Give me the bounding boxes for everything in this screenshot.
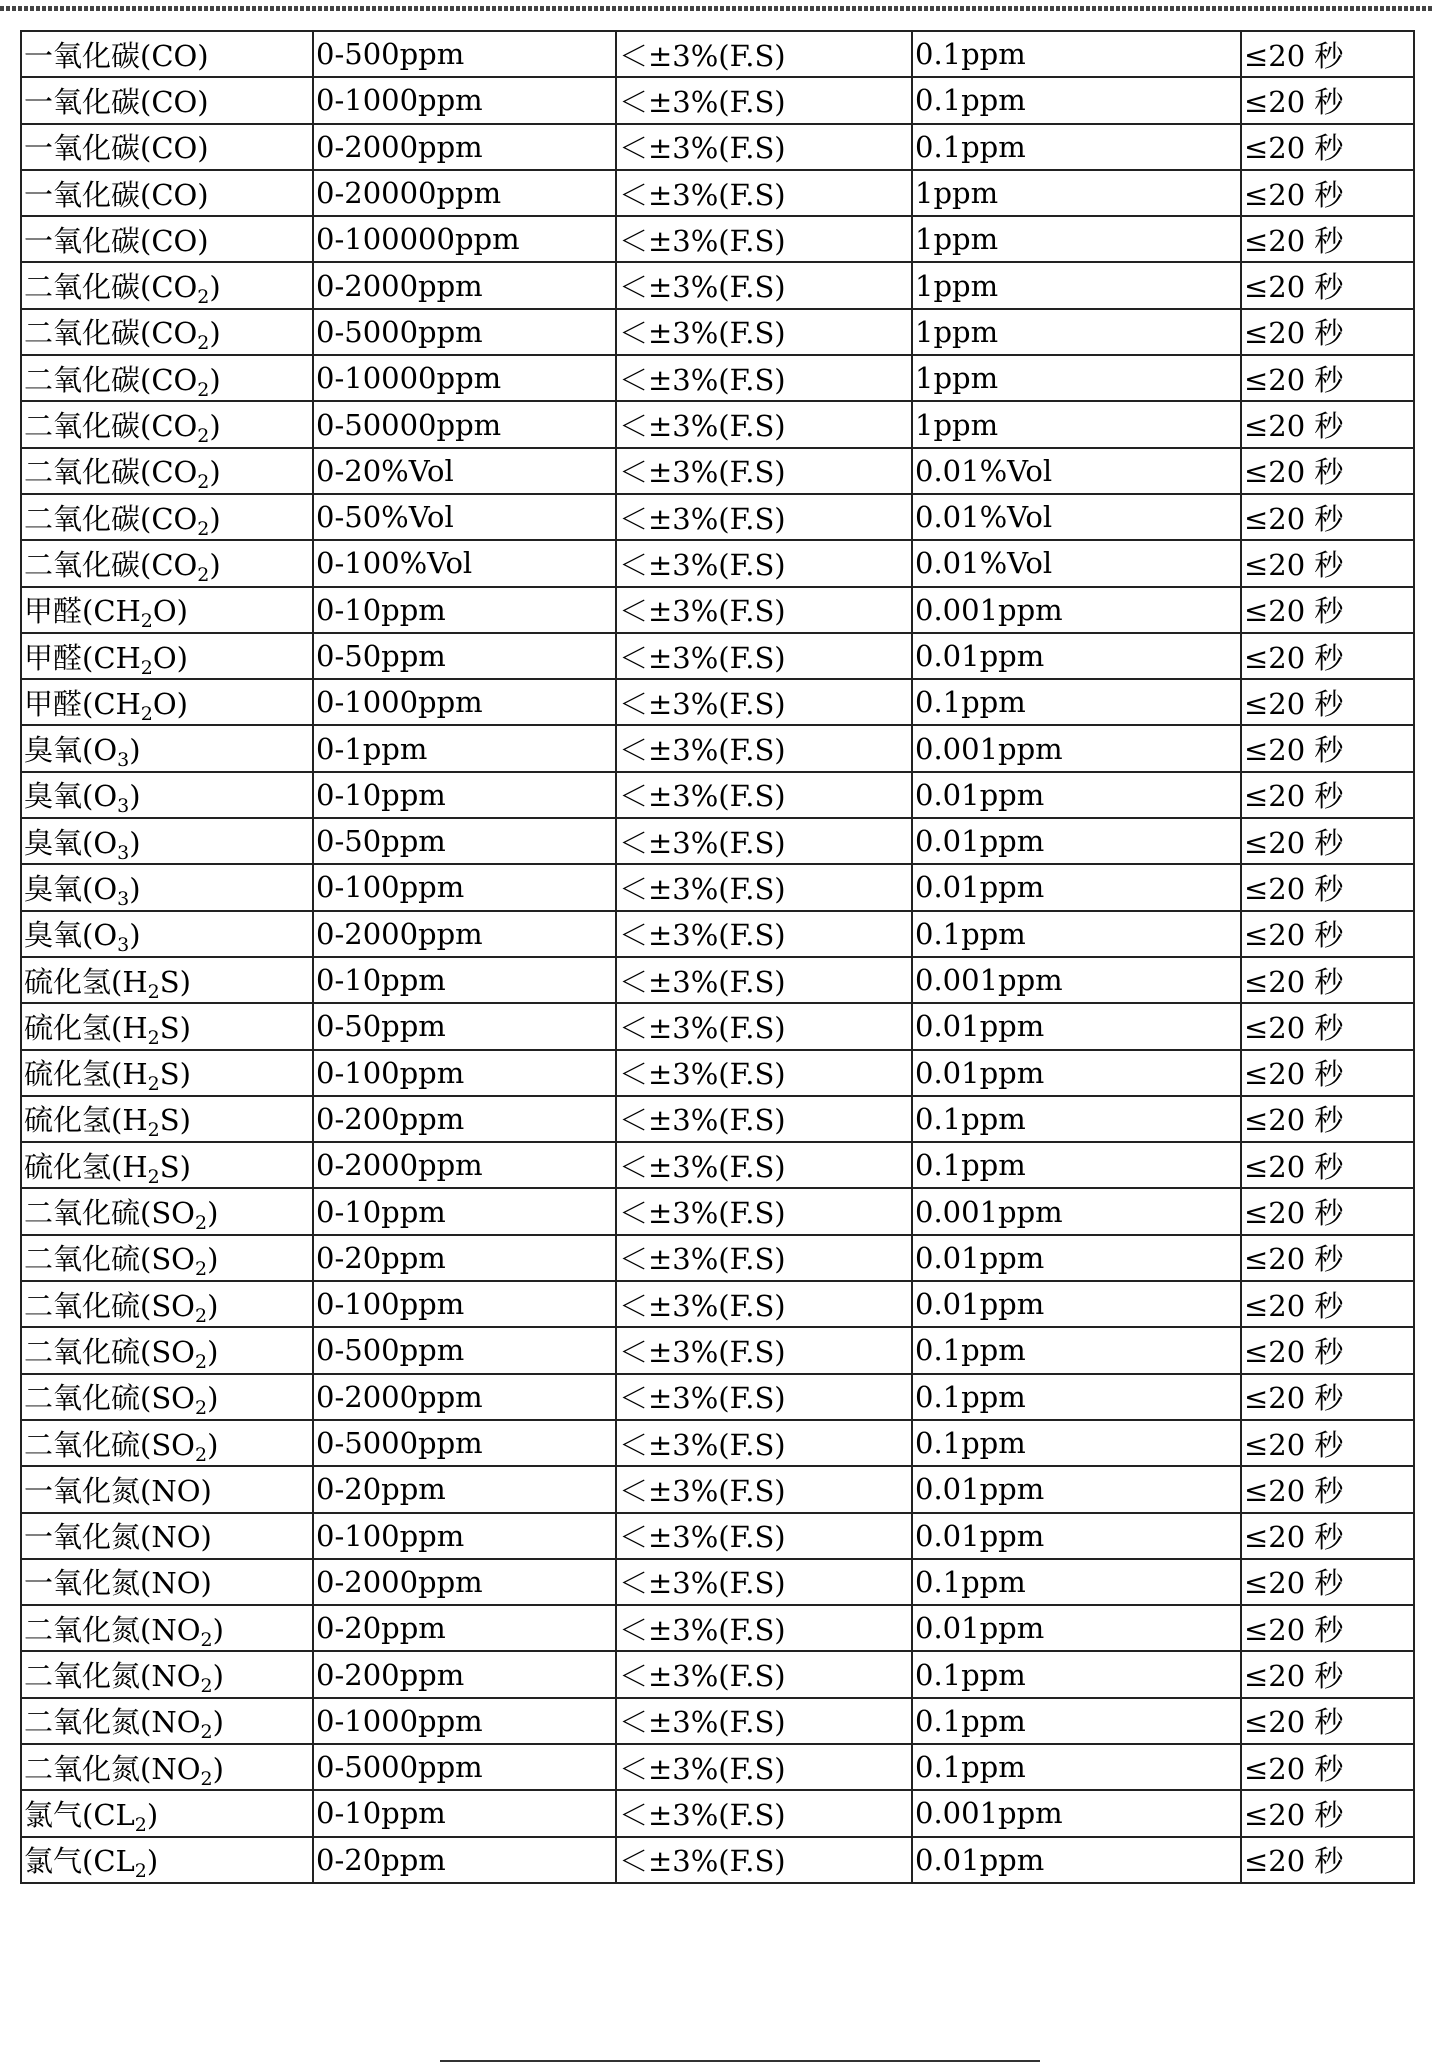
table-row <box>21 1744 1414 1790</box>
table-row <box>21 540 1414 586</box>
range-cell: 0-20000ppm <box>313 170 616 216</box>
range-cell: 0-50ppm <box>313 1003 616 1049</box>
table-row <box>21 216 1414 262</box>
response-time-cell: ≤20 秒 <box>1241 1420 1414 1466</box>
range-cell: 0-50ppm <box>313 633 616 679</box>
table-row <box>21 1790 1414 1836</box>
accuracy-cell: ＜±3%(F.S) <box>616 1050 912 1096</box>
gas-name-cell: 二氧化氮$(NO_2)$ <box>21 1744 313 1790</box>
response-time-cell: ≤20 秒 <box>1241 1837 1414 1883</box>
resolution-cell: 0.001ppm <box>912 957 1241 1003</box>
range-cell: 0-100ppm <box>313 1281 616 1327</box>
range-cell: 0-50000ppm <box>313 401 616 447</box>
range-cell: 0-2000ppm <box>313 1559 616 1605</box>
response-time-cell: ≤20 秒 <box>1241 818 1414 864</box>
range-cell: 0-1000ppm <box>313 1698 616 1744</box>
resolution-cell: 0.01ppm <box>912 1513 1241 1559</box>
response-time-cell: ≤20 秒 <box>1241 1374 1414 1420</box>
resolution-cell: 0.01ppm <box>912 1050 1241 1096</box>
resolution-cell: 1ppm <box>912 170 1241 216</box>
accuracy-cell: ＜±3%(F.S) <box>616 1235 912 1281</box>
range-cell: 0-20%Vol <box>313 448 616 494</box>
gas-name-cell: 一氧化碳(CO) <box>21 216 313 262</box>
response-time-cell: ≤20 秒 <box>1241 77 1414 123</box>
accuracy-cell: ＜±3%(F.S) <box>616 679 912 725</box>
gas-name-cell: 二氧化硫$(SO_2)$ <box>21 1188 313 1234</box>
accuracy-cell: ＜±3%(F.S) <box>616 1744 912 1790</box>
range-cell: 0-20ppm <box>313 1235 616 1281</box>
resolution-cell: 0.1ppm <box>912 31 1241 77</box>
response-time-cell: ≤20 秒 <box>1241 494 1414 540</box>
response-time-cell: ≤20 秒 <box>1241 1188 1414 1234</box>
gas-name-cell: 甲醛$(CH_2O)$ <box>21 633 313 679</box>
table-row <box>21 1003 1414 1049</box>
range-cell: 0-200ppm <box>313 1096 616 1142</box>
range-cell: 0-2000ppm <box>313 262 616 308</box>
resolution-cell: 0.01ppm <box>912 818 1241 864</box>
gas-name-cell: 一氧化碳(CO) <box>21 77 313 123</box>
spec-table-body <box>21 31 1414 1883</box>
gas-name-cell: 硫化氢$(H_2S)$ <box>21 1050 313 1096</box>
response-time-cell: ≤20 秒 <box>1241 401 1414 447</box>
accuracy-cell: ＜±3%(F.S) <box>616 1790 912 1836</box>
accuracy-cell: ＜±3%(F.S) <box>616 1420 912 1466</box>
accuracy-cell: ＜±3%(F.S) <box>616 401 912 447</box>
table-row <box>21 725 1414 771</box>
table-row <box>21 31 1414 77</box>
table-row <box>21 401 1414 447</box>
gas-name-cell: 一氧化氮(NO) <box>21 1513 313 1559</box>
accuracy-cell: ＜±3%(F.S) <box>616 1466 912 1512</box>
response-time-cell: ≤20 秒 <box>1241 1698 1414 1744</box>
range-cell: 0-100000ppm <box>313 216 616 262</box>
range-cell: 0-2000ppm <box>313 1142 616 1188</box>
accuracy-cell: ＜±3%(F.S) <box>616 818 912 864</box>
resolution-cell: 0.1ppm <box>912 1327 1241 1373</box>
table-row <box>21 1142 1414 1188</box>
response-time-cell: ≤20 秒 <box>1241 1790 1414 1836</box>
range-cell: 0-1000ppm <box>313 679 616 725</box>
range-cell: 0-5000ppm <box>313 1744 616 1790</box>
resolution-cell: 0.1ppm <box>912 124 1241 170</box>
table-row <box>21 1605 1414 1651</box>
range-cell: 0-5000ppm <box>313 309 616 355</box>
response-time-cell: ≤20 秒 <box>1241 31 1414 77</box>
table-row <box>21 170 1414 216</box>
table-row <box>21 124 1414 170</box>
response-time-cell: ≤20 秒 <box>1241 355 1414 401</box>
resolution-cell: 0.01ppm <box>912 1466 1241 1512</box>
table-row <box>21 633 1414 679</box>
gas-name-cell: 甲醛$(CH_2O)$ <box>21 587 313 633</box>
table-row <box>21 1188 1414 1234</box>
gas-name-cell: 二氧化硫$(SO_2)$ <box>21 1420 313 1466</box>
range-cell: 0-10ppm <box>313 1188 616 1234</box>
table-row <box>21 1374 1414 1420</box>
gas-name-cell: 二氧化碳$(CO_2)$ <box>21 309 313 355</box>
range-cell: 0-5000ppm <box>313 1420 616 1466</box>
resolution-cell: 0.01ppm <box>912 772 1241 818</box>
table-row <box>21 1235 1414 1281</box>
accuracy-cell: ＜±3%(F.S) <box>616 957 912 1003</box>
gas-name-cell: 臭氧$(O_3)$ <box>21 725 313 771</box>
accuracy-cell: ＜±3%(F.S) <box>616 1559 912 1605</box>
resolution-cell: 0.001ppm <box>912 1188 1241 1234</box>
accuracy-cell: ＜±3%(F.S) <box>616 1281 912 1327</box>
gas-name-cell: 硫化氢$(H_2S)$ <box>21 1003 313 1049</box>
response-time-cell: ≤20 秒 <box>1241 911 1414 957</box>
range-cell: 0-10000ppm <box>313 355 616 401</box>
table-row <box>21 957 1414 1003</box>
accuracy-cell: ＜±3%(F.S) <box>616 494 912 540</box>
table-row <box>21 864 1414 910</box>
bottom-rule <box>440 2060 1040 2062</box>
resolution-cell: 0.001ppm <box>912 725 1241 771</box>
table-row <box>21 1559 1414 1605</box>
response-time-cell: ≤20 秒 <box>1241 1513 1414 1559</box>
gas-name-cell: 二氧化碳$(CO_2)$ <box>21 540 313 586</box>
resolution-cell: 0.01ppm <box>912 1003 1241 1049</box>
resolution-cell: 0.1ppm <box>912 1698 1241 1744</box>
response-time-cell: ≤20 秒 <box>1241 309 1414 355</box>
response-time-cell: ≤20 秒 <box>1241 1605 1414 1651</box>
accuracy-cell: ＜±3%(F.S) <box>616 911 912 957</box>
table-row <box>21 448 1414 494</box>
resolution-cell: 1ppm <box>912 216 1241 262</box>
response-time-cell: ≤20 秒 <box>1241 1559 1414 1605</box>
accuracy-cell: ＜±3%(F.S) <box>616 1188 912 1234</box>
range-cell: 0-100%Vol <box>313 540 616 586</box>
resolution-cell: 0.001ppm <box>912 587 1241 633</box>
gas-name-cell: 臭氧$(O_3)$ <box>21 911 313 957</box>
range-cell: 0-20ppm <box>313 1466 616 1512</box>
resolution-cell: 0.01%Vol <box>912 494 1241 540</box>
gas-name-cell: 二氧化碳$(CO_2)$ <box>21 448 313 494</box>
table-row <box>21 355 1414 401</box>
resolution-cell: 0.1ppm <box>912 1374 1241 1420</box>
table-row <box>21 1420 1414 1466</box>
response-time-cell: ≤20 秒 <box>1241 1466 1414 1512</box>
gas-name-cell: 硫化氢$(H_2S)$ <box>21 1142 313 1188</box>
range-cell: 0-1ppm <box>313 725 616 771</box>
resolution-cell: 0.01ppm <box>912 1605 1241 1651</box>
resolution-cell: 0.1ppm <box>912 1559 1241 1605</box>
range-cell: 0-1000ppm <box>313 77 616 123</box>
resolution-cell: 1ppm <box>912 355 1241 401</box>
resolution-cell: 0.01ppm <box>912 1235 1241 1281</box>
accuracy-cell: ＜±3%(F.S) <box>616 1651 912 1697</box>
accuracy-cell: ＜±3%(F.S) <box>616 1698 912 1744</box>
gas-sensor-spec-table <box>20 30 1415 1884</box>
resolution-cell: 0.1ppm <box>912 1651 1241 1697</box>
response-time-cell: ≤20 秒 <box>1241 864 1414 910</box>
range-cell: 0-2000ppm <box>313 1374 616 1420</box>
response-time-cell: ≤20 秒 <box>1241 1096 1414 1142</box>
range-cell: 0-100ppm <box>313 1513 616 1559</box>
response-time-cell: ≤20 秒 <box>1241 262 1414 308</box>
resolution-cell: 0.01ppm <box>912 1837 1241 1883</box>
gas-name-cell: 臭氧$(O_3)$ <box>21 772 313 818</box>
resolution-cell: 0.01ppm <box>912 633 1241 679</box>
resolution-cell: 1ppm <box>912 401 1241 447</box>
response-time-cell: ≤20 秒 <box>1241 1744 1414 1790</box>
response-time-cell: ≤20 秒 <box>1241 1050 1414 1096</box>
gas-name-cell: 一氧化氮(NO) <box>21 1559 313 1605</box>
gas-name-cell: 臭氧$(O_3)$ <box>21 864 313 910</box>
response-time-cell: ≤20 秒 <box>1241 633 1414 679</box>
gas-name-cell: 二氧化氮$(NO_2)$ <box>21 1651 313 1697</box>
range-cell: 0-2000ppm <box>313 124 616 170</box>
gas-name-cell: 二氧化硫$(SO_2)$ <box>21 1281 313 1327</box>
accuracy-cell: ＜±3%(F.S) <box>616 772 912 818</box>
gas-name-cell: 二氧化碳$(CO_2)$ <box>21 355 313 401</box>
gas-name-cell: 氯气$(CL_2)$ <box>21 1790 313 1836</box>
table-row <box>21 818 1414 864</box>
response-time-cell: ≤20 秒 <box>1241 540 1414 586</box>
resolution-cell: 0.1ppm <box>912 1096 1241 1142</box>
gas-name-cell: 二氧化氮$(NO_2)$ <box>21 1605 313 1651</box>
accuracy-cell: ＜±3%(F.S) <box>616 170 912 216</box>
response-time-cell: ≤20 秒 <box>1241 679 1414 725</box>
gas-name-cell: 二氧化碳$(CO_2)$ <box>21 401 313 447</box>
range-cell: 0-20ppm <box>313 1837 616 1883</box>
gas-name-cell: 氯气$(CL_2)$ <box>21 1837 313 1883</box>
table-row <box>21 77 1414 123</box>
response-time-cell: ≤20 秒 <box>1241 1142 1414 1188</box>
accuracy-cell: ＜±3%(F.S) <box>616 355 912 401</box>
response-time-cell: ≤20 秒 <box>1241 957 1414 1003</box>
response-time-cell: ≤20 秒 <box>1241 448 1414 494</box>
table-row <box>21 1281 1414 1327</box>
gas-name-cell: 一氧化碳(CO) <box>21 170 313 216</box>
gas-name-cell: 二氧化碳$(CO_2)$ <box>21 262 313 308</box>
accuracy-cell: ＜±3%(F.S) <box>616 1605 912 1651</box>
gas-name-cell: 甲醛$(CH_2O)$ <box>21 679 313 725</box>
table-row <box>21 262 1414 308</box>
range-cell: 0-100ppm <box>313 864 616 910</box>
gas-name-cell: 二氧化硫$(SO_2)$ <box>21 1235 313 1281</box>
resolution-cell: 0.1ppm <box>912 77 1241 123</box>
range-cell: 0-20ppm <box>313 1605 616 1651</box>
response-time-cell: ≤20 秒 <box>1241 772 1414 818</box>
table-row <box>21 911 1414 957</box>
accuracy-cell: ＜±3%(F.S) <box>616 633 912 679</box>
range-cell: 0-2000ppm <box>313 911 616 957</box>
range-cell: 0-200ppm <box>313 1651 616 1697</box>
gas-name-cell: 一氧化碳(CO) <box>21 31 313 77</box>
resolution-cell: 0.01ppm <box>912 1281 1241 1327</box>
response-time-cell: ≤20 秒 <box>1241 216 1414 262</box>
range-cell: 0-500ppm <box>313 1327 616 1373</box>
resolution-cell: 0.1ppm <box>912 1142 1241 1188</box>
range-cell: 0-10ppm <box>313 772 616 818</box>
response-time-cell: ≤20 秒 <box>1241 1651 1414 1697</box>
accuracy-cell: ＜±3%(F.S) <box>616 1327 912 1373</box>
accuracy-cell: ＜±3%(F.S) <box>616 540 912 586</box>
range-cell: 0-10ppm <box>313 957 616 1003</box>
table-row <box>21 587 1414 633</box>
accuracy-cell: ＜±3%(F.S) <box>616 1837 912 1883</box>
gas-name-cell: 硫化氢$(H_2S)$ <box>21 957 313 1003</box>
response-time-cell: ≤20 秒 <box>1241 1235 1414 1281</box>
gas-name-cell: 臭氧$(O_3)$ <box>21 818 313 864</box>
accuracy-cell: ＜±3%(F.S) <box>616 1374 912 1420</box>
resolution-cell: 0.001ppm <box>912 1790 1241 1836</box>
accuracy-cell: ＜±3%(F.S) <box>616 31 912 77</box>
accuracy-cell: ＜±3%(F.S) <box>616 1003 912 1049</box>
range-cell: 0-10ppm <box>313 587 616 633</box>
table-row <box>21 1096 1414 1142</box>
table-row <box>21 772 1414 818</box>
resolution-cell: 0.01%Vol <box>912 448 1241 494</box>
gas-name-cell: 二氧化硫$(SO_2)$ <box>21 1374 313 1420</box>
accuracy-cell: ＜±3%(F.S) <box>616 1096 912 1142</box>
table-row <box>21 1513 1414 1559</box>
gas-name-cell: 一氧化氮(NO) <box>21 1466 313 1512</box>
resolution-cell: 1ppm <box>912 309 1241 355</box>
range-cell: 0-50ppm <box>313 818 616 864</box>
accuracy-cell: ＜±3%(F.S) <box>616 216 912 262</box>
table-row <box>21 1837 1414 1883</box>
accuracy-cell: ＜±3%(F.S) <box>616 309 912 355</box>
response-time-cell: ≤20 秒 <box>1241 170 1414 216</box>
table-row <box>21 1050 1414 1096</box>
table-row <box>21 679 1414 725</box>
response-time-cell: ≤20 秒 <box>1241 1281 1414 1327</box>
response-time-cell: ≤20 秒 <box>1241 124 1414 170</box>
resolution-cell: 0.1ppm <box>912 911 1241 957</box>
resolution-cell: 0.01%Vol <box>912 540 1241 586</box>
range-cell: 0-500ppm <box>313 31 616 77</box>
gas-name-cell: 二氧化碳$(CO_2)$ <box>21 494 313 540</box>
table-row <box>21 494 1414 540</box>
table-row <box>21 1651 1414 1697</box>
response-time-cell: ≤20 秒 <box>1241 725 1414 771</box>
gas-name-cell: 二氧化硫$(SO_2)$ <box>21 1327 313 1373</box>
range-cell: 0-50%Vol <box>313 494 616 540</box>
accuracy-cell: ＜±3%(F.S) <box>616 587 912 633</box>
table-row <box>21 1327 1414 1373</box>
resolution-cell: 1ppm <box>912 262 1241 308</box>
gas-name-cell: 一氧化碳(CO) <box>21 124 313 170</box>
resolution-cell: 0.1ppm <box>912 679 1241 725</box>
top-dashed-rule <box>0 6 1433 11</box>
table-row <box>21 1698 1414 1744</box>
response-time-cell: ≤20 秒 <box>1241 1003 1414 1049</box>
range-cell: 0-10ppm <box>313 1790 616 1836</box>
resolution-cell: 0.1ppm <box>912 1744 1241 1790</box>
table-row <box>21 1466 1414 1512</box>
resolution-cell: 0.1ppm <box>912 1420 1241 1466</box>
accuracy-cell: ＜±3%(F.S) <box>616 864 912 910</box>
accuracy-cell: ＜±3%(F.S) <box>616 77 912 123</box>
range-cell: 0-100ppm <box>313 1050 616 1096</box>
gas-name-cell: 二氧化氮$(NO_2)$ <box>21 1698 313 1744</box>
gas-name-cell: 硫化氢$(H_2S)$ <box>21 1096 313 1142</box>
accuracy-cell: ＜±3%(F.S) <box>616 725 912 771</box>
response-time-cell: ≤20 秒 <box>1241 587 1414 633</box>
accuracy-cell: ＜±3%(F.S) <box>616 262 912 308</box>
resolution-cell: 0.01ppm <box>912 864 1241 910</box>
accuracy-cell: ＜±3%(F.S) <box>616 448 912 494</box>
accuracy-cell: ＜±3%(F.S) <box>616 124 912 170</box>
response-time-cell: ≤20 秒 <box>1241 1327 1414 1373</box>
accuracy-cell: ＜±3%(F.S) <box>616 1513 912 1559</box>
table-row <box>21 309 1414 355</box>
accuracy-cell: ＜±3%(F.S) <box>616 1142 912 1188</box>
